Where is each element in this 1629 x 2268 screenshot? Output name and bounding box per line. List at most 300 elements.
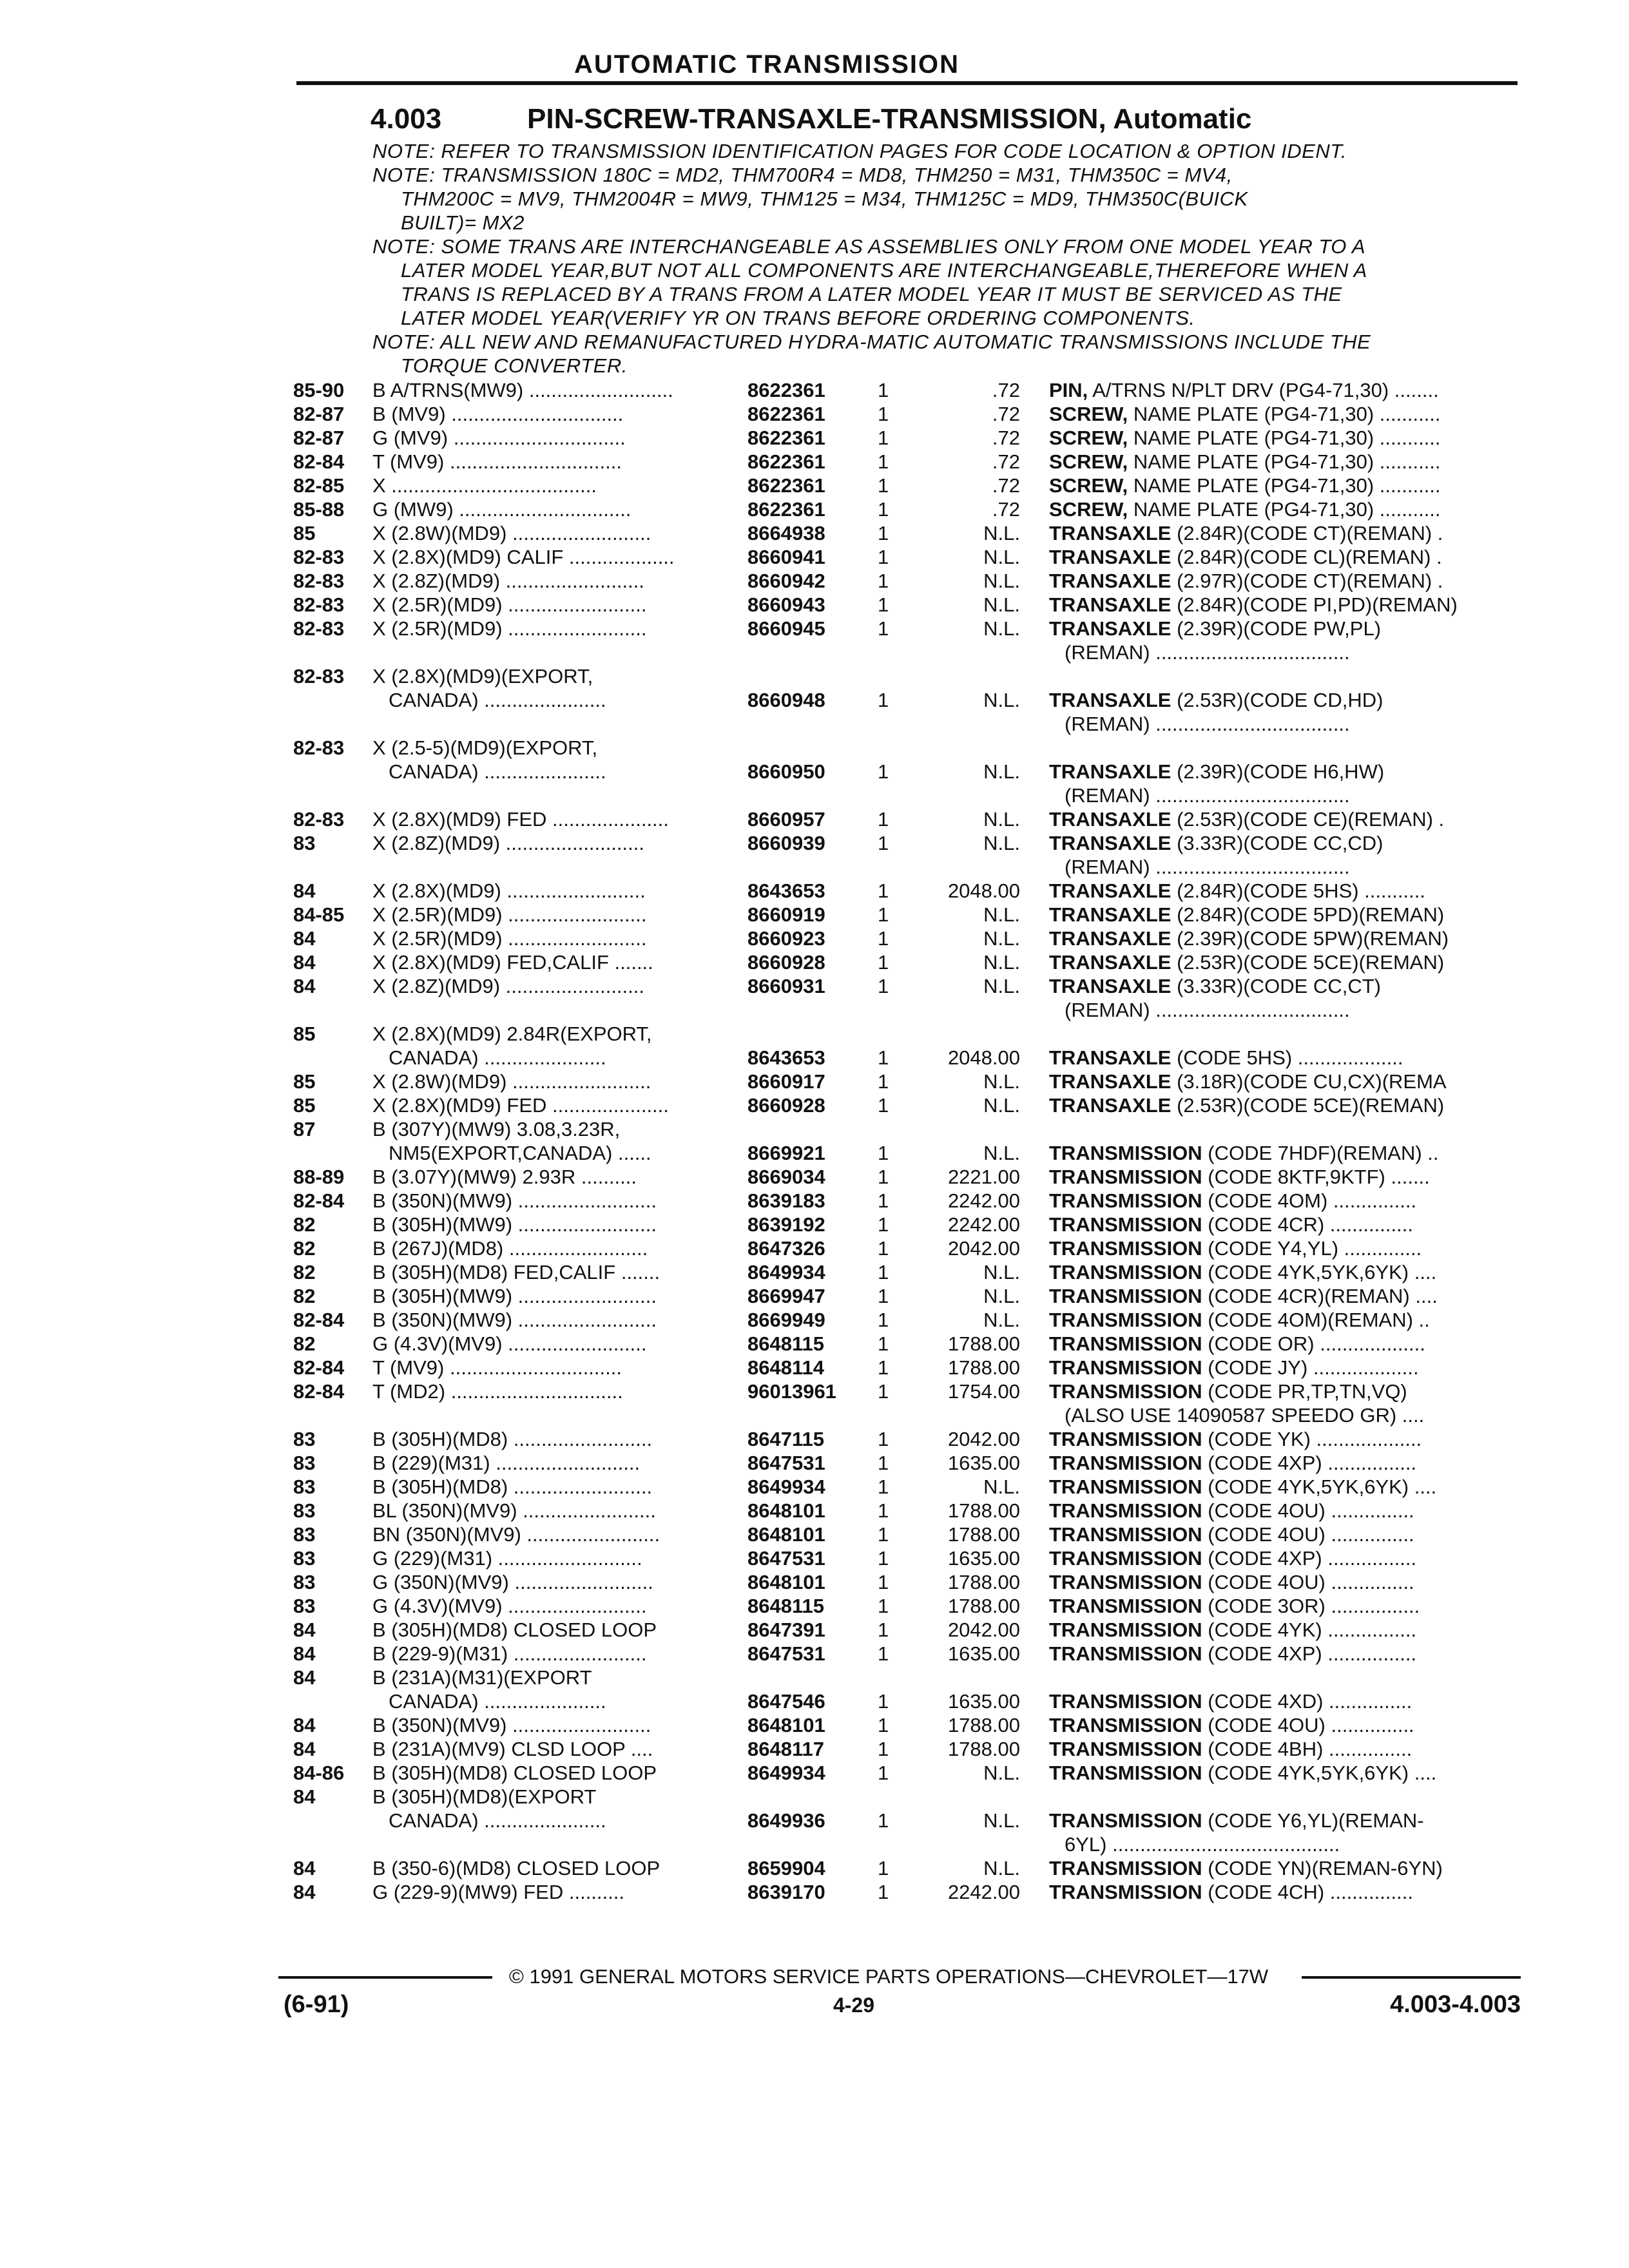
- parts-row: [0, 640, 1629, 664]
- part-name-keyword: TRANSMISSION: [1049, 1547, 1202, 1570]
- quantity: 1: [878, 522, 889, 544]
- part-name-keyword: TRANSMISSION: [1049, 1452, 1202, 1474]
- model-years: 83: [293, 1475, 316, 1498]
- part-name-keyword: TRANSMISSION: [1049, 1690, 1202, 1713]
- parts-row: [0, 998, 1629, 1022]
- part-name-detail: (2.84R)(CODE CT)(REMAN) .: [1171, 522, 1443, 544]
- part-number: 8639170: [747, 1881, 825, 1903]
- part-name-detail: (CODE 4XP) ................: [1202, 1452, 1417, 1474]
- price: N.L.: [983, 1070, 1020, 1093]
- price: N.L.: [983, 1857, 1020, 1879]
- note: [372, 330, 1507, 378]
- model-years: 85: [293, 1023, 316, 1045]
- part-name-keyword: TRANSAXLE: [1049, 951, 1171, 974]
- price: 2221.00: [947, 1166, 1020, 1188]
- quantity: 1: [878, 1857, 889, 1879]
- quantity: 1: [878, 427, 889, 449]
- part-number: 8648115: [747, 1332, 824, 1355]
- price: N.L.: [983, 760, 1020, 783]
- part-name-detail: (CODE OR) ...................: [1202, 1332, 1425, 1355]
- price: N.L.: [983, 808, 1020, 831]
- part-number: 8660948: [747, 689, 825, 711]
- part-number: 8647326: [747, 1237, 825, 1260]
- quantity: 1: [878, 1237, 889, 1260]
- price: N.L.: [983, 1762, 1020, 1784]
- quantity: 1: [878, 1309, 889, 1331]
- quantity: 1: [878, 570, 889, 592]
- part-name: [1049, 474, 1514, 497]
- part-name: [1049, 1451, 1514, 1475]
- part-name-detail: (CODE 4YK,5YK,6YK) ....: [1202, 1261, 1437, 1283]
- application-description: B (305H)(MD8) CLOSED LOOP: [372, 1762, 657, 1784]
- part-name-detail: (CODE 4CR) ...............: [1202, 1213, 1413, 1236]
- application-description: B A/TRNS(MW9) ..........................: [372, 379, 673, 401]
- parts-row: [0, 1213, 1629, 1236]
- part-name: [1049, 688, 1514, 712]
- price: 1788.00: [947, 1738, 1020, 1760]
- section-title: PIN-SCREW-TRANSAXLE-TRANSMISSION, Automatic: [527, 103, 1252, 135]
- part-name: [1049, 1332, 1514, 1356]
- part-name-keyword: TRANSMISSION: [1049, 1356, 1202, 1379]
- parts-row: [0, 1523, 1629, 1546]
- model-years: 84: [293, 951, 316, 974]
- part-name: [1049, 1213, 1514, 1236]
- part-name: [1049, 1165, 1514, 1189]
- part-name: [1049, 1809, 1514, 1832]
- application-description: G (MW9) ...............................: [372, 498, 631, 521]
- parts-row: [0, 855, 1629, 879]
- note-line: NOTE: ALL NEW AND REMANUFACTURED HYDRA-MATIC AUTOMATIC TRANSMISSIONS INCLUDE THE: [372, 331, 1371, 353]
- quantity: 1: [878, 1499, 889, 1522]
- quantity: 1: [878, 1690, 889, 1713]
- quantity: 1: [878, 1809, 889, 1832]
- model-years: 84: [293, 1666, 316, 1689]
- model-years: 84: [293, 1642, 316, 1665]
- application-description: B (350N)(MW9) .........................: [372, 1189, 657, 1212]
- part-name-detail: (2.53R)(CODE CD,HD): [1171, 689, 1383, 711]
- parts-row: [0, 1117, 1629, 1141]
- part-name-keyword: TRANSAXLE: [1049, 1094, 1171, 1117]
- price: N.L.: [983, 1809, 1020, 1832]
- part-number: 8639192: [747, 1213, 825, 1236]
- part-name-detail: (CODE 4OU) ...............: [1202, 1714, 1414, 1736]
- quantity: 1: [878, 1762, 889, 1784]
- application-description: B (MV9) ...............................: [372, 403, 624, 425]
- part-name: [1049, 569, 1514, 593]
- quantity: 1: [878, 1189, 889, 1212]
- price: 1788.00: [947, 1714, 1020, 1736]
- quantity: 1: [878, 546, 889, 568]
- price: 1635.00: [947, 1547, 1020, 1570]
- part-name: [1049, 879, 1514, 903]
- part-name-detail: (CODE 4YK,5YK,6YK) ....: [1202, 1475, 1437, 1498]
- price: N.L.: [983, 951, 1020, 974]
- part-name: [1049, 1594, 1514, 1618]
- part-name: [1049, 1737, 1514, 1761]
- part-name-keyword: TRANSAXLE: [1049, 808, 1171, 831]
- model-years: 83: [293, 1595, 316, 1617]
- parts-row: [0, 497, 1629, 521]
- application-description: X (2.5R)(MD9) .........................: [372, 903, 647, 926]
- part-name-detail: NAME PLATE (PG4-71,30) ...........: [1128, 450, 1441, 473]
- parts-row: [0, 474, 1629, 497]
- part-name: [1049, 1260, 1514, 1284]
- parts-row: [0, 378, 1629, 402]
- price: N.L.: [983, 522, 1020, 544]
- part-name-detail: (CODE PR,TP,TN,VQ): [1202, 1380, 1407, 1403]
- application-description: CANADA) ......................: [389, 1809, 606, 1832]
- parts-row: [0, 1666, 1629, 1689]
- parts-row: [0, 950, 1629, 974]
- part-number: 8622361: [747, 427, 825, 449]
- part-name-detail: (2.84R)(CODE 5PD)(REMAN): [1171, 903, 1445, 926]
- parts-row: [0, 1284, 1629, 1308]
- parts-row: [0, 1618, 1629, 1642]
- price: N.L.: [983, 975, 1020, 997]
- part-name-keyword: TRANSMISSION: [1049, 1499, 1202, 1522]
- parts-row: [0, 521, 1629, 545]
- parts-row: [0, 593, 1629, 617]
- part-name-keyword: SCREW,: [1049, 403, 1128, 425]
- part-name: [1049, 950, 1514, 974]
- parts-row: [0, 1880, 1629, 1904]
- part-number: 8660957: [747, 808, 825, 831]
- part-name: [1049, 426, 1514, 450]
- application-description: CANADA) ......................: [389, 689, 606, 711]
- price: N.L.: [983, 546, 1020, 568]
- parts-row: [0, 807, 1629, 831]
- note-continuation: TRANS IS REPLACED BY A TRANS FROM A LATER MODEL YEAR IT MUST BE SERVICED AS THE: [401, 283, 1342, 305]
- part-name-keyword: TRANSAXLE: [1049, 522, 1171, 544]
- part-name-keyword: TRANSAXLE: [1049, 975, 1171, 997]
- application-description: X (2.5R)(MD9) .........................: [372, 593, 647, 616]
- application-description: X (2.8Z)(MD9) .........................: [372, 975, 644, 997]
- price: 2042.00: [947, 1428, 1020, 1450]
- parts-row: [0, 1499, 1629, 1523]
- model-years: 83: [293, 1547, 316, 1570]
- part-name-detail: (REMAN) ...................................: [1065, 856, 1350, 878]
- application-description: B (350N)(MW9) .........................: [372, 1309, 657, 1331]
- parts-row: [0, 1356, 1629, 1379]
- parts-row: [0, 1570, 1629, 1594]
- part-name-detail: (2.53R)(CODE 5CE)(REMAN): [1171, 951, 1445, 974]
- parts-row: [0, 783, 1629, 807]
- price: N.L.: [983, 927, 1020, 950]
- price: 1754.00: [947, 1380, 1020, 1403]
- part-name-keyword: TRANSMISSION: [1049, 1857, 1202, 1879]
- part-name-keyword: TRANSAXLE: [1049, 879, 1171, 902]
- quantity: 1: [878, 879, 889, 902]
- model-years: 83: [293, 1523, 316, 1546]
- model-years: 87: [293, 1118, 316, 1140]
- price: .72: [992, 427, 1020, 449]
- note: [372, 139, 1507, 163]
- price: 1635.00: [947, 1690, 1020, 1713]
- parts-row: [0, 1475, 1629, 1499]
- part-name-detail: (CODE 4YK) ................: [1202, 1619, 1417, 1641]
- model-years: 84: [293, 1619, 316, 1641]
- part-name-detail: (CODE Y6,YL)(REMAN-: [1202, 1809, 1424, 1832]
- quantity: 1: [878, 1642, 889, 1665]
- price: N.L.: [983, 1285, 1020, 1307]
- quantity: 1: [878, 951, 889, 974]
- quantity: 1: [878, 617, 889, 640]
- application-description: X (2.8X)(MD9) FED,CALIF .......: [372, 951, 653, 974]
- application-description: T (MV9) ...............................: [372, 450, 622, 473]
- part-name: [1049, 1236, 1514, 1260]
- part-name-detail: (CODE YN)(REMAN-6YN): [1202, 1857, 1443, 1879]
- parts-row: [0, 1189, 1629, 1213]
- application-description: NM5(EXPORT,CANADA) ......: [389, 1142, 651, 1164]
- part-name-keyword: TRANSMISSION: [1049, 1475, 1202, 1498]
- price: N.L.: [983, 689, 1020, 711]
- part-name-keyword: TRANSAXLE: [1049, 927, 1171, 950]
- model-years: 82: [293, 1332, 316, 1355]
- price: 1788.00: [947, 1356, 1020, 1379]
- model-years: 83: [293, 1452, 316, 1474]
- model-years: 84-86: [293, 1762, 345, 1784]
- part-name-keyword: TRANSMISSION: [1049, 1380, 1202, 1403]
- part-number: 8660942: [747, 570, 825, 592]
- part-name-detail: (CODE JY) ...................: [1202, 1356, 1419, 1379]
- model-years: 85: [293, 1094, 316, 1117]
- parts-row: [0, 1856, 1629, 1880]
- application-description: X (2.8X)(MD9) FED .....................: [372, 808, 669, 831]
- part-name: [1049, 1141, 1514, 1165]
- parts-row: [0, 1236, 1629, 1260]
- price: 2042.00: [947, 1619, 1020, 1641]
- quantity: 1: [878, 903, 889, 926]
- parts-row: [0, 1761, 1629, 1785]
- application-description: BN (350N)(MV9) ........................: [372, 1523, 660, 1546]
- part-name: [1049, 831, 1514, 855]
- part-number: 8660943: [747, 593, 825, 616]
- quantity: 1: [878, 593, 889, 616]
- part-number: 8622361: [747, 474, 825, 497]
- part-number: 8647391: [747, 1619, 825, 1641]
- part-name-keyword: TRANSMISSION: [1049, 1189, 1202, 1212]
- quantity: 1: [878, 1380, 889, 1403]
- application-description: B (305H)(MW9) .........................: [372, 1285, 657, 1307]
- part-number: 8659904: [747, 1857, 825, 1879]
- part-name: [1049, 378, 1514, 402]
- part-name-detail: (ALSO USE 14090587 SPEEDO GR) ....: [1065, 1404, 1425, 1427]
- model-years: 85: [293, 1070, 316, 1093]
- part-number: 8648101: [747, 1714, 825, 1736]
- part-name-detail: (CODE 4BH) ...............: [1202, 1738, 1412, 1760]
- part-name-keyword: SCREW,: [1049, 474, 1128, 497]
- part-name-keyword: TRANSMISSION: [1049, 1332, 1202, 1355]
- quantity: 1: [878, 1046, 889, 1069]
- application-description: G (229)(M31) ..........................: [372, 1547, 642, 1570]
- quantity: 1: [878, 832, 889, 854]
- model-years: 82-84: [293, 1189, 345, 1212]
- part-name-detail: A/TRNS N/PLT DRV (PG4-71,30) ........: [1088, 379, 1439, 401]
- model-years: 85: [293, 522, 316, 544]
- part-name-detail: (2.53R)(CODE 5CE)(REMAN): [1171, 1094, 1445, 1117]
- part-number: 8647531: [747, 1452, 825, 1474]
- quantity: 1: [878, 498, 889, 521]
- part-name: [1049, 1070, 1514, 1093]
- model-years: 82-83: [293, 546, 345, 568]
- model-years: 82-84: [293, 450, 345, 473]
- model-years: 83: [293, 1499, 316, 1522]
- part-name-detail: (CODE 4XP) ................: [1202, 1642, 1417, 1665]
- part-name-keyword: SCREW,: [1049, 427, 1128, 449]
- part-name-keyword: TRANSAXLE: [1049, 832, 1171, 854]
- parts-row: [0, 426, 1629, 450]
- application-description: G (MV9) ...............................: [372, 427, 626, 449]
- price: 2242.00: [947, 1189, 1020, 1212]
- part-name-keyword: TRANSAXLE: [1049, 689, 1171, 711]
- quantity: 1: [878, 689, 889, 711]
- model-years: 84: [293, 1785, 316, 1808]
- application-description: G (229-9)(MW9) FED ..........: [372, 1881, 624, 1903]
- part-name-keyword: TRANSMISSION: [1049, 1809, 1202, 1832]
- note-continuation: BUILT)= MX2: [401, 211, 525, 234]
- parts-row: [0, 903, 1629, 927]
- part-name-detail: (CODE 4CR)(REMAN) ....: [1202, 1285, 1438, 1307]
- part-name-detail: (CODE 4OU) ...............: [1202, 1499, 1414, 1522]
- note-line: NOTE: REFER TO TRANSMISSION IDENTIFICATION PAGES FOR CODE LOCATION & OPTION IDENT.: [372, 140, 1347, 162]
- part-name-detail: (CODE 4CH) ...............: [1202, 1881, 1413, 1903]
- part-number: 8649934: [747, 1261, 825, 1283]
- part-name-detail: (3.18R)(CODE CU,CX)(REMA: [1171, 1070, 1447, 1093]
- quantity: 1: [878, 1571, 889, 1593]
- part-name-keyword: SCREW,: [1049, 498, 1128, 521]
- parts-row: [0, 1403, 1629, 1427]
- part-name-detail: (2.39R)(CODE PW,PL): [1171, 617, 1382, 640]
- part-name: [1049, 450, 1514, 474]
- quantity: 1: [878, 1881, 889, 1903]
- parts-row: [0, 1594, 1629, 1618]
- footer-rule-right: [1302, 1976, 1521, 1979]
- quantity: 1: [878, 1070, 889, 1093]
- parts-row: [0, 1451, 1629, 1475]
- quantity: 1: [878, 474, 889, 497]
- part-name: [1049, 1475, 1514, 1499]
- price: 1635.00: [947, 1452, 1020, 1474]
- part-name-detail: (2.84R)(CODE CL)(REMAN) .: [1171, 546, 1442, 568]
- notes-block: [372, 139, 1507, 378]
- price: N.L.: [983, 617, 1020, 640]
- part-name: [1049, 1546, 1514, 1570]
- price: 2048.00: [947, 1046, 1020, 1069]
- quantity: 1: [878, 975, 889, 997]
- part-name: [1049, 1761, 1514, 1785]
- part-name: [1049, 1642, 1514, 1666]
- quantity: 1: [878, 1213, 889, 1236]
- price: N.L.: [983, 1309, 1020, 1331]
- part-number: 8648101: [747, 1499, 825, 1522]
- part-number: 8664938: [747, 522, 825, 544]
- model-years: 84: [293, 1714, 316, 1736]
- part-number: 8649934: [747, 1762, 825, 1784]
- price: 1788.00: [947, 1523, 1020, 1546]
- application-description: B (350N)(MV9) .........................: [372, 1714, 651, 1736]
- part-name-detail: (CODE 7HDF)(REMAN) ..: [1202, 1142, 1439, 1164]
- parts-row: [0, 736, 1629, 760]
- price: 1788.00: [947, 1332, 1020, 1355]
- part-name: [1049, 1284, 1514, 1308]
- part-name: [1065, 712, 1514, 736]
- price: N.L.: [983, 1475, 1020, 1498]
- part-name-keyword: TRANSMISSION: [1049, 1142, 1202, 1164]
- part-number: 8647531: [747, 1547, 825, 1570]
- part-name: [1049, 617, 1514, 640]
- model-years: 82-83: [293, 617, 345, 640]
- quantity: 1: [878, 1619, 889, 1641]
- part-name-keyword: TRANSMISSION: [1049, 1642, 1202, 1665]
- model-years: 85-88: [293, 498, 345, 521]
- part-number: 8647531: [747, 1642, 825, 1665]
- parts-row: [0, 1046, 1629, 1070]
- parts-row: [0, 688, 1629, 712]
- model-years: 82-83: [293, 593, 345, 616]
- part-number: 8647546: [747, 1690, 825, 1713]
- application-description: T (MV9) ...............................: [372, 1356, 622, 1379]
- price: .72: [992, 450, 1020, 473]
- part-name: [1049, 1618, 1514, 1642]
- quantity: 1: [878, 760, 889, 783]
- part-number: 8622361: [747, 498, 825, 521]
- part-name-detail: (2.84R)(CODE 5HS) ...........: [1171, 879, 1425, 902]
- note-continuation: LATER MODEL YEAR,BUT NOT ALL COMPONENTS ARE INTERCHANGEABLE,THEREFORE WHEN A: [401, 259, 1367, 282]
- part-name: [1065, 640, 1514, 664]
- part-name-keyword: TRANSMISSION: [1049, 1619, 1202, 1641]
- parts-row: [0, 1022, 1629, 1046]
- parts-row: [0, 879, 1629, 903]
- part-name: [1049, 1523, 1514, 1546]
- parts-row: [0, 831, 1629, 855]
- application-description: B (267J)(MD8) .........................: [372, 1237, 648, 1260]
- part-name-detail: (CODE 4OM)(REMAN) ..: [1202, 1309, 1430, 1331]
- quantity: 1: [878, 1261, 889, 1283]
- part-name-detail: (CODE YK) ...................: [1202, 1428, 1422, 1450]
- part-name-detail: (CODE 4OM) ...............: [1202, 1189, 1417, 1212]
- part-name-detail: (2.39R)(CODE H6,HW): [1171, 760, 1385, 783]
- part-number: 96013961: [747, 1380, 836, 1403]
- application-description: G (4.3V)(MV9) .........................: [372, 1332, 647, 1355]
- model-years: 84: [293, 927, 316, 950]
- part-name: [1065, 855, 1514, 879]
- parts-row: [0, 402, 1629, 426]
- note-continuation: TORQUE CONVERTER.: [401, 354, 628, 377]
- application-description: G (350N)(MV9) .........................: [372, 1571, 653, 1593]
- application-description: X (2.5R)(MD9) .........................: [372, 927, 647, 950]
- page-header-title: AUTOMATIC TRANSMISSION: [574, 50, 960, 79]
- application-description: B (305H)(MD8) .........................: [372, 1428, 653, 1450]
- model-years: 82: [293, 1237, 316, 1260]
- part-name-detail: (REMAN) ...................................: [1065, 641, 1350, 664]
- part-name: [1049, 402, 1514, 426]
- part-name: [1065, 1403, 1514, 1427]
- parts-row: [0, 1260, 1629, 1284]
- part-name: [1049, 1689, 1514, 1713]
- quantity: 1: [878, 1285, 889, 1307]
- application-description: B (305H)(MD8)(EXPORT: [372, 1785, 597, 1808]
- part-number: 8669947: [747, 1285, 825, 1307]
- application-description: B (229-9)(M31) ........................: [372, 1642, 647, 1665]
- part-name: [1049, 1856, 1514, 1880]
- part-name-detail: (CODE 4XP) ................: [1202, 1547, 1417, 1570]
- parts-row: [0, 1713, 1629, 1737]
- part-name-detail: (REMAN) ...................................: [1065, 713, 1350, 735]
- model-years: 82-84: [293, 1380, 345, 1403]
- model-years: 83: [293, 832, 316, 854]
- model-years: 82: [293, 1261, 316, 1283]
- part-name-keyword: TRANSMISSION: [1049, 1762, 1202, 1784]
